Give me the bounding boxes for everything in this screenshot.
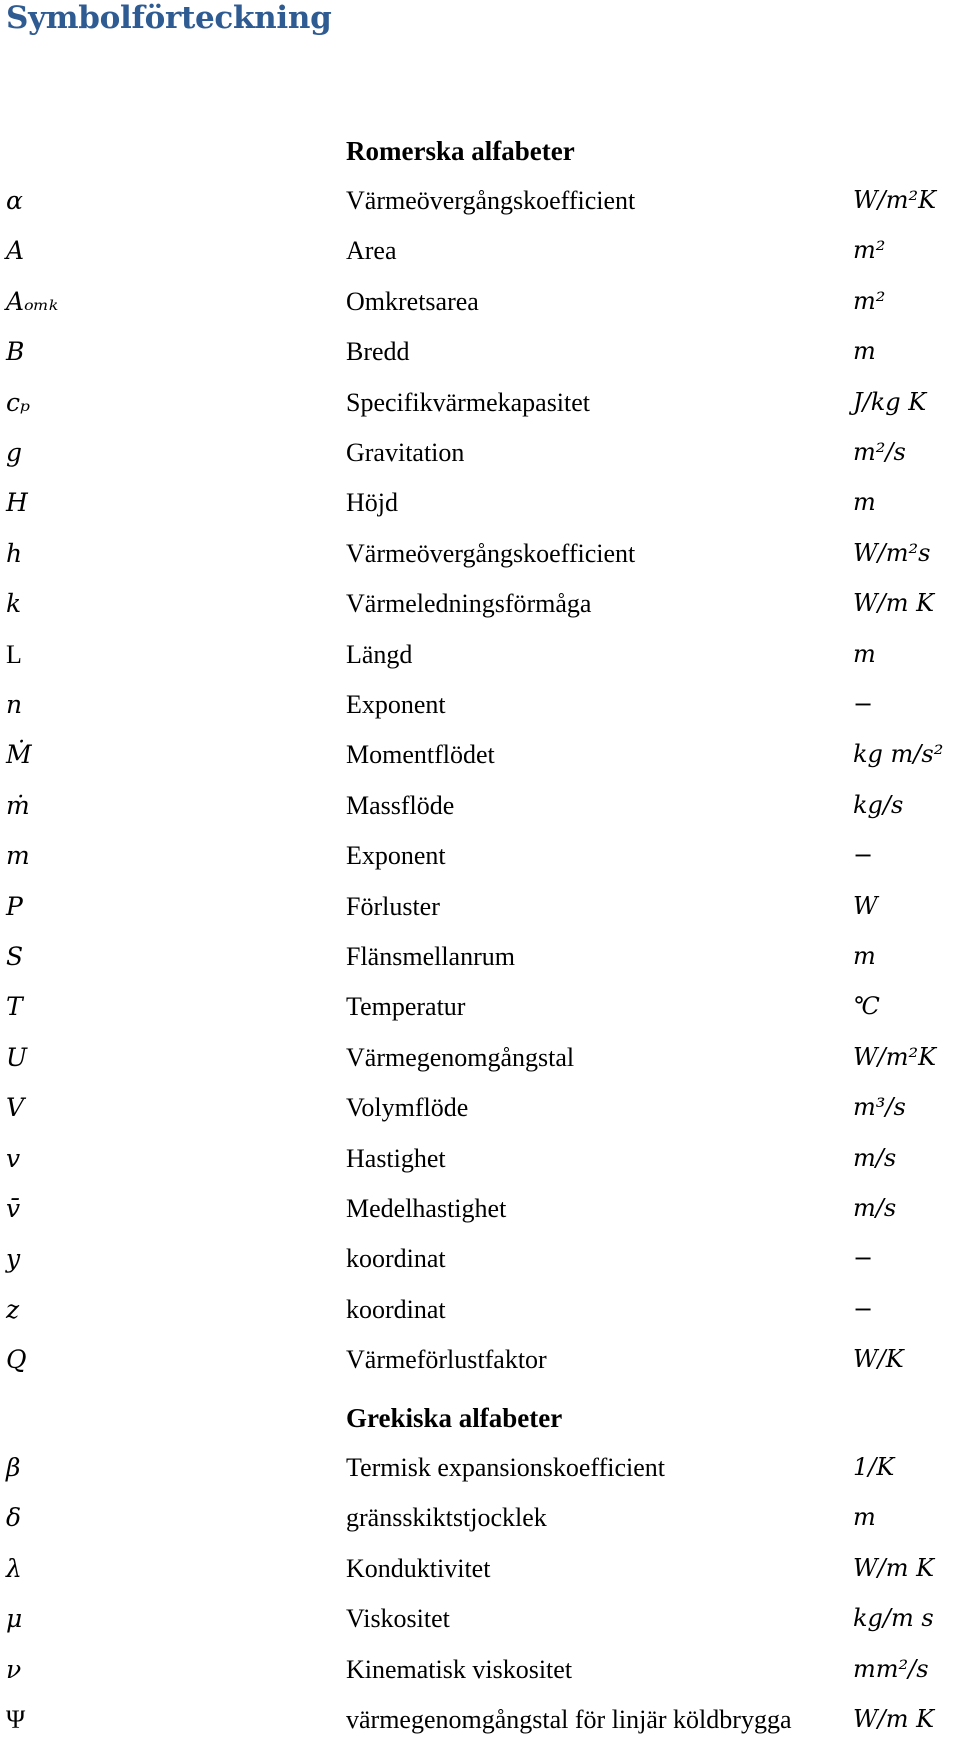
description-cell: Volymflöde bbox=[346, 1093, 469, 1123]
symbol-cell: y bbox=[6, 1244, 21, 1274]
unit-cell: W/m K bbox=[853, 589, 935, 618]
symbol-row bbox=[0, 539, 960, 583]
description-cell: gränsskiktstjocklek bbox=[346, 1503, 547, 1533]
symbol-cell: z bbox=[6, 1294, 20, 1324]
unit-cell: kg/s bbox=[853, 790, 904, 819]
description-cell: Exponent bbox=[346, 841, 446, 871]
description-cell: Area bbox=[346, 236, 397, 266]
symbol-row bbox=[0, 1194, 960, 1238]
unit-cell: m² bbox=[853, 286, 886, 315]
description-cell: Konduktivitet bbox=[346, 1553, 491, 1583]
symbol-cell: Q bbox=[6, 1345, 27, 1375]
symbol-row bbox=[0, 337, 960, 381]
symbol-cell: v bbox=[6, 1143, 21, 1173]
unit-cell: m² bbox=[853, 236, 886, 265]
symbol-row bbox=[0, 992, 960, 1036]
page-title: Symbolförteckning bbox=[6, 0, 332, 36]
unit-cell: − bbox=[853, 841, 874, 870]
unit-cell: W/m²K bbox=[853, 1042, 937, 1071]
symbol-row bbox=[0, 841, 960, 885]
unit-cell: m bbox=[853, 1503, 876, 1532]
description-cell: Värmeövergångskoefficient bbox=[346, 538, 636, 568]
symbol-cell: δ bbox=[6, 1503, 22, 1533]
description-cell: Värmeövergångskoefficient bbox=[346, 186, 636, 215]
unit-cell: m/s bbox=[853, 1143, 897, 1172]
description-cell: värmegenomgångstal för linjär köldbrygga bbox=[346, 1705, 792, 1734]
symbol-row bbox=[0, 1453, 960, 1497]
symbol-row bbox=[0, 740, 960, 784]
unit-cell: W/K bbox=[853, 1345, 904, 1374]
symbol-cell: Ψ bbox=[6, 1705, 26, 1734]
description-cell: Gravitation bbox=[346, 438, 465, 467]
description-cell: koordinat bbox=[346, 1294, 446, 1324]
description-cell: koordinat bbox=[346, 1244, 446, 1274]
description-cell: Temperatur bbox=[346, 992, 466, 1022]
unit-cell: m³/s bbox=[853, 1093, 906, 1122]
unit-cell: J/kg K bbox=[853, 387, 927, 416]
symbol-cell: U bbox=[6, 1042, 28, 1072]
unit-cell: W/m²s bbox=[853, 538, 931, 567]
symbol-row bbox=[0, 1345, 960, 1389]
symbol-row bbox=[0, 589, 960, 633]
symbol-row bbox=[0, 1554, 960, 1598]
description-cell: Flänsmellanrum bbox=[346, 942, 515, 971]
symbol-cell: P bbox=[6, 891, 23, 921]
symbol-cell: B bbox=[6, 337, 25, 367]
symbol-cell: T bbox=[6, 992, 23, 1022]
unit-cell: − bbox=[853, 1294, 874, 1323]
description-cell: Massflöde bbox=[346, 790, 455, 820]
unit-cell: m/s bbox=[853, 1194, 897, 1222]
symbol-row bbox=[0, 1295, 960, 1339]
unit-cell: kg m/s² bbox=[853, 740, 944, 769]
symbol-cell: g bbox=[6, 438, 23, 467]
description-cell: Bredd bbox=[346, 337, 410, 367]
symbol-row bbox=[0, 1503, 960, 1547]
description-cell: Värmegenomgångstal bbox=[346, 1042, 575, 1072]
symbol-row bbox=[0, 1604, 960, 1648]
symbol-cell: μ bbox=[6, 1604, 23, 1634]
description-cell: Längd bbox=[346, 639, 413, 669]
unit-cell: W/m K bbox=[853, 1553, 935, 1582]
description-cell: Hastighet bbox=[346, 1143, 446, 1173]
symbol-cell: k bbox=[6, 589, 22, 619]
greek-heading: Grekiska alfabeter bbox=[346, 1403, 563, 1433]
description-cell: Termisk expansionskoefficient bbox=[346, 1453, 666, 1482]
symbol-cell: h bbox=[6, 538, 23, 568]
symbol-cell: v̄ bbox=[6, 1194, 21, 1223]
unit-cell: − bbox=[853, 690, 874, 718]
symbol-cell: Ṁ bbox=[6, 740, 32, 770]
symbol-row bbox=[0, 791, 960, 835]
description-cell: Höjd bbox=[346, 488, 398, 518]
symbol-row bbox=[0, 388, 960, 432]
symbol-cell: ν bbox=[6, 1654, 22, 1684]
symbol-row bbox=[0, 1705, 960, 1749]
description-cell: Medelhastighet bbox=[346, 1194, 507, 1223]
roman-heading: Romerska alfabeter bbox=[346, 136, 575, 166]
description-cell: Värmeledningsförmåga bbox=[346, 589, 592, 619]
unit-cell: W bbox=[853, 891, 878, 920]
symbol-row bbox=[0, 892, 960, 936]
symbol-row bbox=[0, 1043, 960, 1087]
symbol-row bbox=[0, 186, 960, 230]
symbol-cell: cₚ bbox=[6, 387, 30, 417]
symbol-cell: V bbox=[6, 1093, 25, 1123]
symbol-cell: β bbox=[6, 1453, 21, 1482]
unit-cell: mm²/s bbox=[853, 1654, 929, 1683]
symbol-row bbox=[0, 942, 960, 986]
unit-cell: m bbox=[853, 337, 876, 366]
description-cell: Exponent bbox=[346, 690, 446, 719]
symbol-cell: n bbox=[6, 690, 23, 719]
symbol-cell: H bbox=[6, 488, 28, 518]
symbol-cell: α bbox=[6, 186, 23, 215]
symbol-row bbox=[0, 1655, 960, 1699]
unit-cell: − bbox=[853, 1244, 874, 1273]
symbol-cell: Aₒₘₖ bbox=[6, 286, 59, 316]
symbol-row bbox=[0, 690, 960, 734]
symbol-row bbox=[0, 1144, 960, 1188]
unit-cell: m bbox=[853, 488, 876, 517]
symbol-row bbox=[0, 236, 960, 280]
symbol-row bbox=[0, 640, 960, 684]
symbol-cell: ṁ bbox=[6, 790, 30, 820]
unit-cell: ℃ bbox=[853, 992, 880, 1021]
description-cell: Kinematisk viskositet bbox=[346, 1654, 573, 1684]
symbol-row bbox=[0, 287, 960, 331]
symbol-cell: λ bbox=[6, 1553, 22, 1583]
unit-cell: kg/m s bbox=[853, 1604, 934, 1633]
symbol-cell: S bbox=[6, 942, 24, 971]
symbol-row bbox=[0, 488, 960, 532]
symbol-row bbox=[0, 438, 960, 482]
unit-cell: 1/K bbox=[853, 1453, 895, 1481]
symbol-cell: L bbox=[6, 639, 22, 669]
description-cell: Specifikvärmekapasitet bbox=[346, 387, 591, 417]
symbol-cell: A bbox=[6, 236, 25, 266]
unit-cell: W/m²K bbox=[853, 186, 937, 214]
description-cell: Omkretsarea bbox=[346, 286, 479, 316]
description-cell: Värmeförlustfaktor bbox=[346, 1345, 547, 1375]
unit-cell: m bbox=[853, 639, 876, 668]
unit-cell: W/m K bbox=[853, 1705, 935, 1733]
unit-cell: m²/s bbox=[853, 438, 906, 466]
description-cell: Förluster bbox=[346, 891, 440, 921]
symbol-row bbox=[0, 1244, 960, 1288]
description-cell: Viskositet bbox=[346, 1604, 450, 1634]
symbol-row bbox=[0, 1093, 960, 1137]
symbol-cell: m bbox=[6, 841, 30, 871]
description-cell: Momentflödet bbox=[346, 740, 495, 770]
unit-cell: m bbox=[853, 942, 876, 970]
